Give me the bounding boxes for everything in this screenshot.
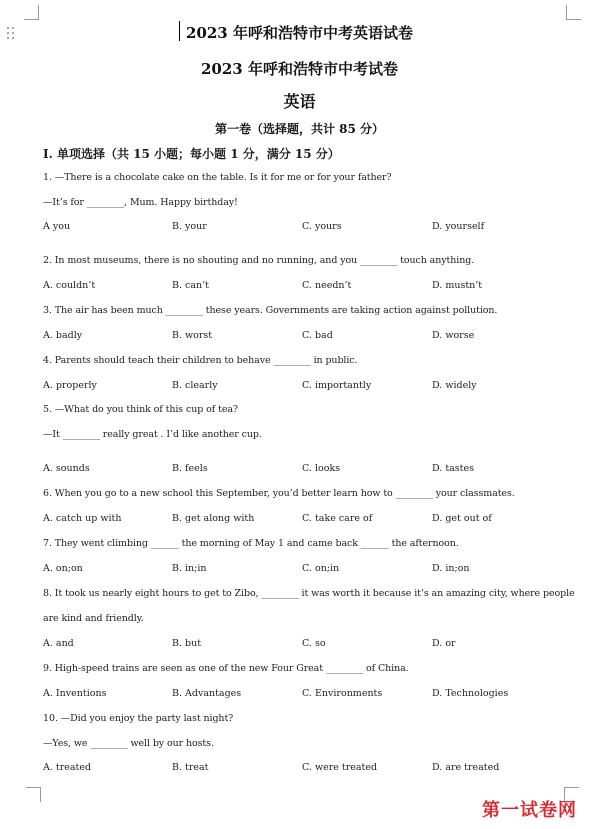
document-title[interactable]: 2023 年呼和浩特市中考英语试卷: [186, 24, 413, 42]
question-10-option-c: C. were treated: [302, 762, 378, 773]
question-9-option-a: A. Inventions: [43, 688, 107, 699]
question-5-option-a: A. sounds: [43, 463, 90, 474]
question-1-option-b: B. your: [172, 221, 207, 232]
question-7-option-c: C. on;in: [302, 563, 340, 574]
subject-heading: 英语: [283, 92, 316, 111]
question-3-option-a: A. badly: [43, 330, 83, 341]
exam-heading: 2023 年呼和浩特市中考试卷: [201, 60, 398, 78]
question-4-option-a: A. properly: [43, 380, 97, 391]
question-8-stem-line-2: are kind and friendly.: [43, 613, 144, 624]
question-2-option-d: D. mustn’t: [432, 280, 483, 291]
question-1-stem-line-1: 1. —There is a chocolate cake on the table. Is it for me or for your father?: [43, 172, 392, 183]
question-3-option-b: B. worst: [172, 330, 213, 341]
question-8-stem-line-1: 8. It took us nearly eight hours to get to Zibo, ________ it was worth it because it’s an amazing city, where people: [43, 588, 575, 599]
question-3-option-c: C. bad: [302, 330, 333, 341]
question-7-option-b: B. in;in: [172, 563, 207, 574]
question-9-option-c: C. Environments: [302, 688, 383, 699]
question-1-option-c: C. yours: [302, 221, 342, 232]
question-1-option-a: A you: [43, 221, 71, 232]
question-6-option-d: D. get out of: [432, 513, 492, 524]
question-2-stem-line-1: 2. In most museums, there is no shouting and no running, and you ________ touch anything.: [43, 255, 475, 266]
question-1-stem-line-2: —It’s for ________, Mum. Happy birthday!: [43, 197, 238, 208]
question-7-option-d: D. in;on: [432, 563, 470, 574]
question-8-option-c: C. so: [302, 638, 326, 649]
question-8-option-b: B. but: [172, 638, 202, 649]
question-9-stem-line-1: 9. High-speed trains are seen as one of the new Four Great ________ of China.: [43, 663, 409, 674]
question-7-option-a: A. on;on: [43, 563, 83, 574]
question-2-option-a: A. couldn’t: [43, 280, 96, 291]
question-5-option-b: B. feels: [172, 463, 208, 474]
question-6-option-c: C. take care of: [302, 513, 373, 524]
question-4-option-c: C. importantly: [302, 380, 372, 391]
question-5-option-c: C. looks: [302, 463, 341, 474]
question-5-stem-line-2: —It ________ really great . I’d like another cup.: [43, 429, 262, 440]
question-5-option-d: D. tastes: [432, 463, 474, 474]
crop-mark-top-left: [24, 5, 39, 20]
question-6-option-b: B. get along with: [172, 513, 255, 524]
question-6-option-a: A. catch up with: [43, 513, 122, 524]
question-10-option-a: A. treated: [43, 762, 92, 773]
question-10-stem-line-2: —Yes, we ________ well by our hosts.: [43, 738, 214, 749]
question-2-option-b: B. can’t: [172, 280, 209, 291]
section-heading: I. 单项选择（共 15 小题；每小题 1 分，满分 15 分）: [43, 147, 340, 161]
question-4-stem-line-1: 4. Parents should teach their children to behave ________ in public.: [43, 355, 358, 366]
question-1-option-d: D. yourself: [432, 221, 485, 232]
question-3-option-d: D. worse: [432, 330, 475, 341]
question-10-stem-line-1: 10. —Did you enjoy the party last night?: [43, 713, 234, 724]
question-10-option-b: B. treat: [172, 762, 209, 773]
question-9-option-b: B. Advantages: [172, 688, 242, 699]
question-5-stem-line-1: 5. —What do you think of this cup of tea?: [43, 404, 238, 415]
part-heading: 第一卷（选择题，共计 85 分）: [214, 122, 385, 136]
question-8-option-d: D. or: [432, 638, 456, 649]
crop-mark-bottom-left: [26, 787, 41, 802]
question-2-option-c: C. needn’t: [302, 280, 352, 291]
question-7-stem-line-1: 7. They went climbing ______ the morning of May 1 and came back ______ the afternoon.: [43, 538, 459, 549]
question-3-stem-line-1: 3. The air has been much ________ these years. Governments are taking action against pollution.: [43, 305, 498, 316]
question-4-option-d: D. widely: [432, 380, 477, 391]
question-8-option-a: A. and: [43, 638, 74, 649]
question-9-option-d: D. Technologies: [432, 688, 509, 699]
crop-mark-top-right: [566, 5, 581, 20]
question-6-stem-line-1: 6. When you go to a new school this September, you’d better learn how to ________ your classmates.: [43, 488, 515, 499]
site-watermark-logo: 第一试卷网: [482, 800, 577, 821]
question-10-option-d: D. are treated: [432, 762, 500, 773]
question-4-option-b: B. clearly: [172, 380, 218, 391]
